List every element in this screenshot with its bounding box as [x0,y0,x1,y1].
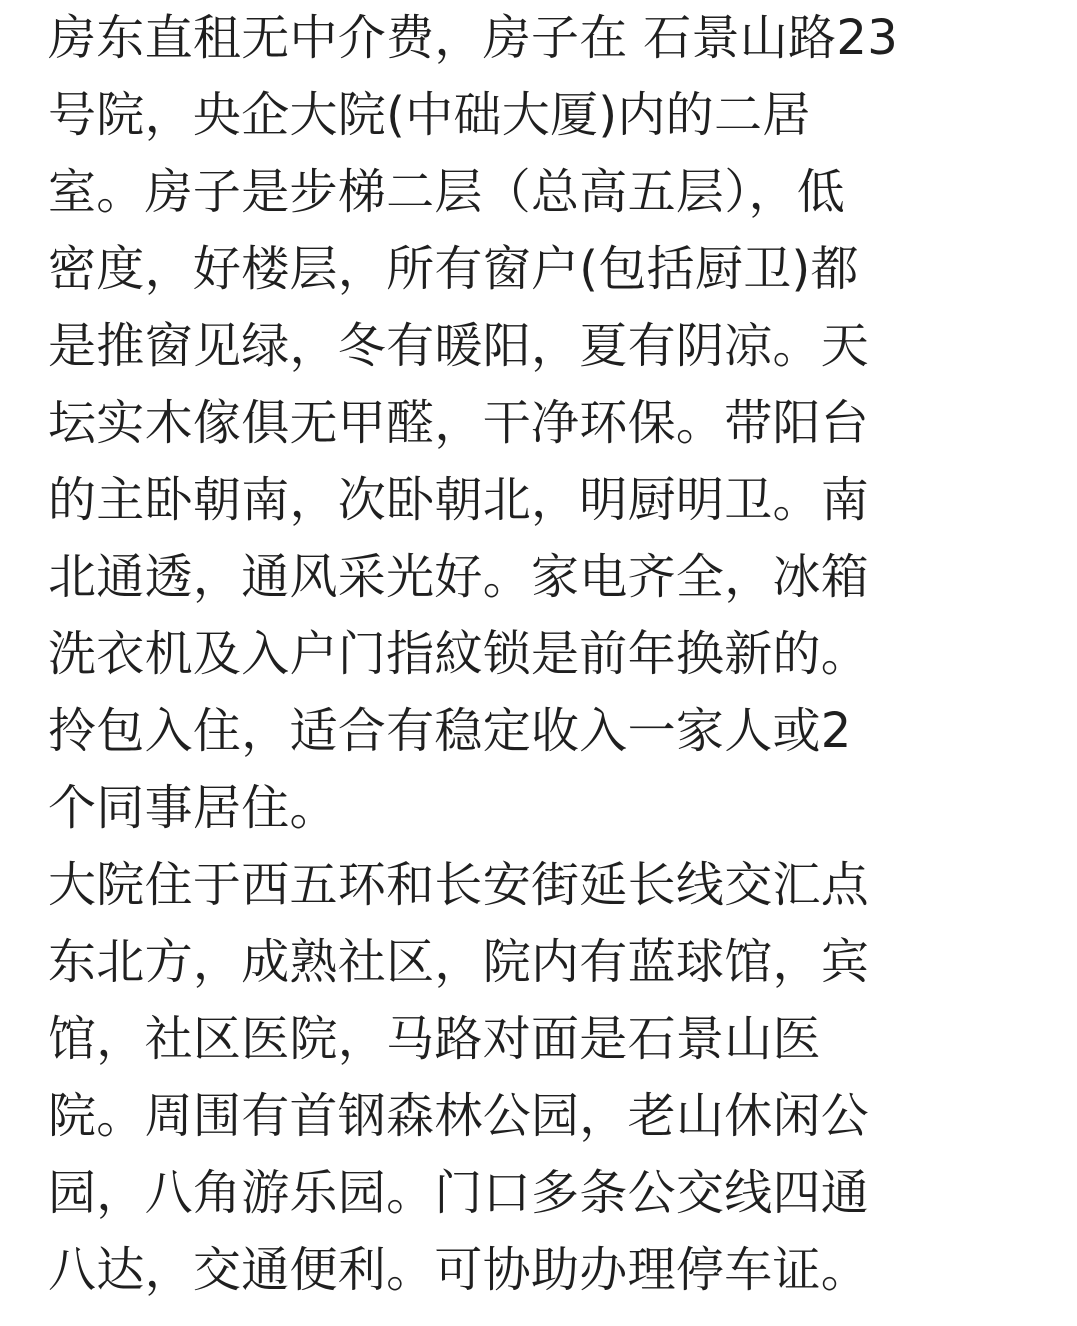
post-text-line: 的主卧朝南，次卧朝北，明厨明卫。南 [48,472,870,528]
post-text-line: 房东直租无中介费，房子在 石景山路23 [48,10,899,66]
post-text-line: 号院，央企大院(中础大厦)内的二居 [48,87,811,143]
post-body-text [48,0,1058,1309]
post-text-line: 院。周围有首钢森林公园，老山休闲公 [48,1088,870,1144]
post-text-line: 园，八角游乐园。门口多条公交线四通 [48,1165,870,1221]
post-text-line: 洗衣机及入户门指紋锁是前年换新的。 [48,626,870,682]
post-text-line: 室。房子是步梯二层（总高五层），低 [48,164,846,220]
post-text-line: 大院住于西五环和长安街延长线交汇点 [48,857,870,913]
post-text-line: 馆，社区医院，马路对面是石景山医 [48,1011,821,1067]
post-text-line: 密度，好楼层，所有窗户(包括厨卫)都 [48,241,859,297]
post-text-line: 八达，交通便利。可协助办理停车证。 [48,1242,870,1298]
post-text-line: 拎包入住，适合有稳定收入一家人或2 [48,703,852,759]
post-text-line: 是推窗见绿，冬有暖阳，夏有阴凉。天 [48,318,870,374]
post-text-line: 东北方，成熟社区，院内有蓝球馆，宾 [48,934,870,990]
post-text-line: 坛实木傢俱无甲醛，干净环保。带阳台 [48,395,870,451]
post-text-line: 个同事居住。 [48,780,338,836]
post-text-line: 北通透，通风采光好。家电齐全，冰箱 [48,549,870,605]
